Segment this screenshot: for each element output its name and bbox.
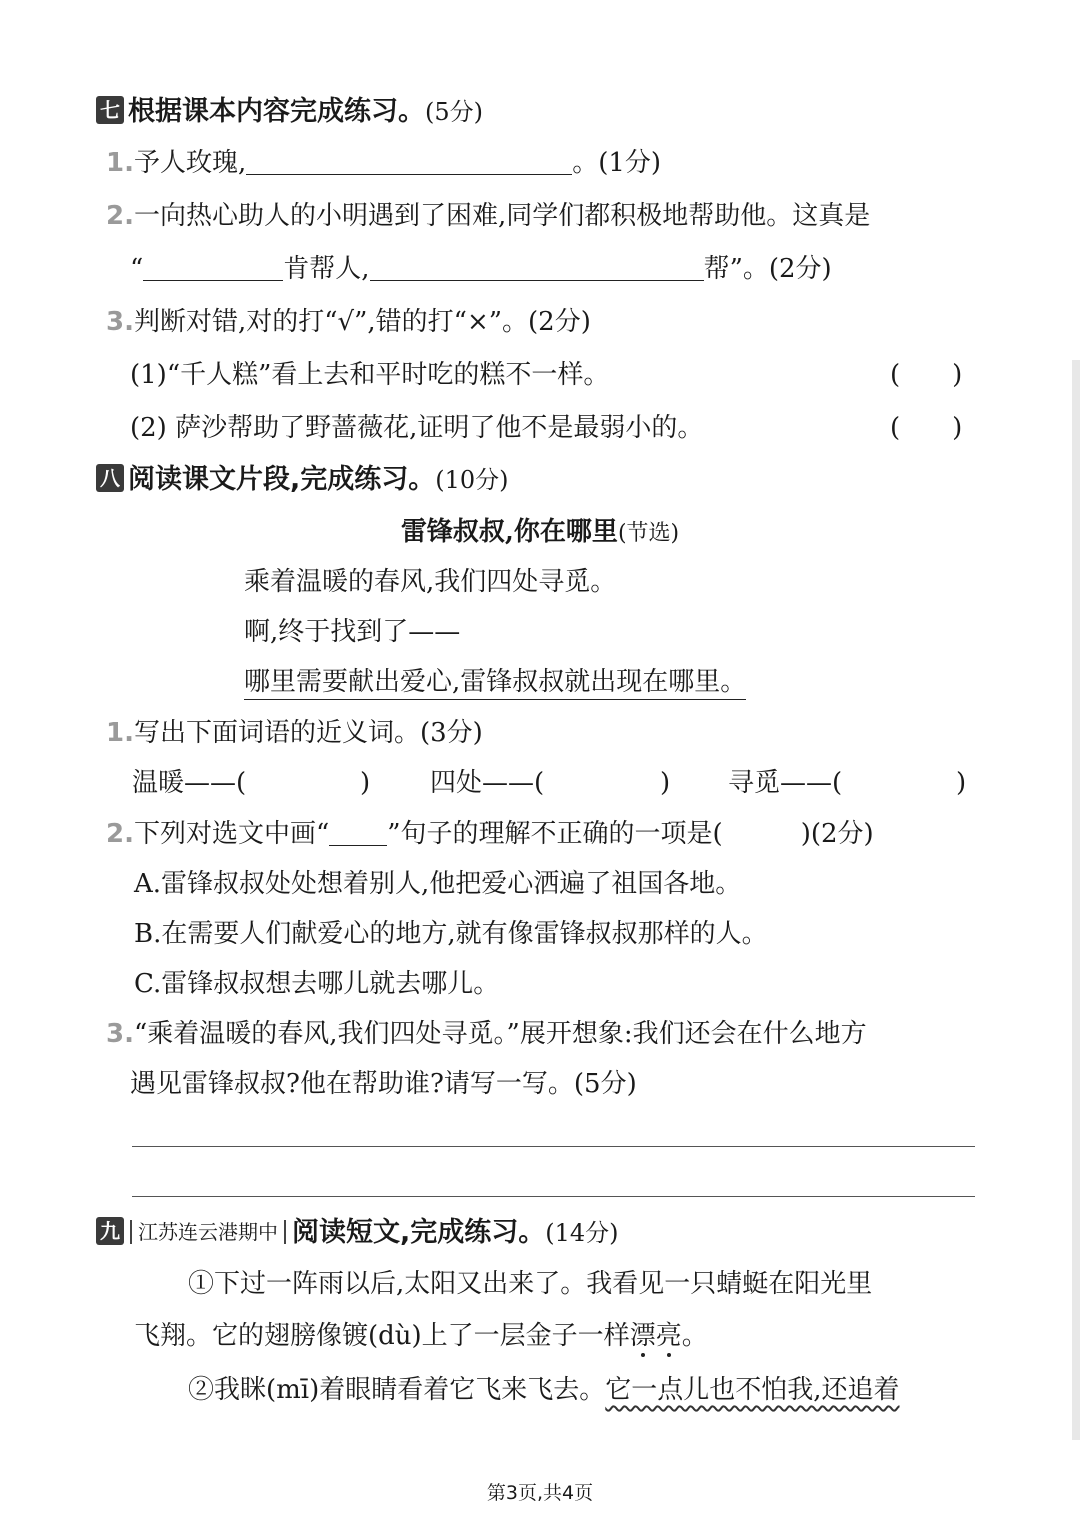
q1-prefix: 予人玫瑰, <box>133 148 247 178</box>
s7-question-1 <box>106 145 661 181</box>
s7-question-2-line2 <box>130 251 832 287</box>
passage-title-text: 雷锋叔叔,你在哪里 <box>400 517 618 547</box>
question-number: 3. <box>106 1019 134 1049</box>
synonym-2-close: ) <box>660 768 671 798</box>
section-7-score: (5分) <box>425 98 483 126</box>
synonym-1: 温暖——( <box>132 768 247 798</box>
synonym-2: 四处——( <box>430 768 545 798</box>
page-number: 第3页,共4页 <box>486 1482 594 1504</box>
p1-end: 。 <box>681 1321 708 1351</box>
q2-end: 帮”。(2分) <box>703 254 832 284</box>
q2-post: ”句子的理解不正确的一项是( )(2分) <box>387 819 874 849</box>
s8-question-2 <box>106 816 874 852</box>
answer-line-2[interactable] <box>132 1196 975 1197</box>
s7-question-2-line1 <box>106 198 870 234</box>
wavy-underlined-sentence: 它一点儿也不怕我,还追着 <box>605 1375 900 1405</box>
question-number: 2. <box>106 201 134 231</box>
s8-question-1 <box>106 715 483 751</box>
open-quote: “ <box>130 254 144 284</box>
section-7-badge: 七 <box>96 96 124 124</box>
synonym-1-close: ) <box>360 768 371 798</box>
passage-line-3 <box>244 664 746 700</box>
synonym-3: 寻觅——( <box>728 768 843 798</box>
question-number: 1. <box>106 718 134 748</box>
answer-blank[interactable] <box>143 254 283 281</box>
option-a[interactable]: A.雷锋叔叔处处想着别人,他把爱心洒遍了祖国各地。 <box>134 869 742 899</box>
section-8-heading <box>96 462 509 498</box>
question-number: 2. <box>106 819 134 849</box>
s8-question-3-line2: 遇见雷锋叔叔?他在帮助谁?请写一写。(5分) <box>130 1069 637 1099</box>
section-8-badge: 八 <box>96 464 124 492</box>
dotted-char: 漂 <box>629 1321 656 1351</box>
option-b[interactable]: B.在需要人们献爱心的地方,就有像雷锋叔叔那样的人。 <box>134 919 768 949</box>
q1-text: 写出下面词语的近义词。(3分) <box>133 718 483 748</box>
section-7-title: 根据课本内容完成练习。 <box>128 96 425 127</box>
q2-mid: 肯帮人, <box>283 254 370 284</box>
source-tag: 江苏连云港期中 <box>130 1220 286 1244</box>
passage-title <box>0 514 1080 552</box>
p1-text: 飞翔。它的翅膀像镀(dù)上了一层金子一样 <box>134 1321 630 1351</box>
p2-text: ②我眯(mī)着眼睛看着它飞来飞去。 <box>188 1375 606 1405</box>
judge-item-2: (2) 萨沙帮助了野蔷薇花,证明了他不是最弱小的。 <box>130 413 704 443</box>
answer-line-1[interactable] <box>132 1146 975 1147</box>
question-number: 1. <box>106 148 134 178</box>
section-9-title: 阅读短文,完成练习。 <box>292 1217 546 1248</box>
s8-question-3-line1 <box>106 1016 867 1052</box>
section-9-badge: 九 <box>96 1217 124 1245</box>
judge-answer-2[interactable]: ( ) <box>890 413 963 443</box>
section-8-score: (10分) <box>435 466 509 494</box>
article-p1-line1: ①下过一阵雨以后,太阳又出来了。我看见一只蜻蜓在阳光里 <box>188 1269 873 1299</box>
q2-pre: 下列对选文中画“ <box>133 819 330 849</box>
synonym-3-close: ) <box>956 768 967 798</box>
passage-line-2: 啊,终于找到了—— <box>244 617 461 647</box>
question-number: 3. <box>106 307 134 337</box>
passage-line-1: 乘着温暖的春风,我们四处寻觅。 <box>244 567 617 597</box>
answer-blank[interactable] <box>246 148 572 175</box>
section-9-score: (14分) <box>545 1219 619 1247</box>
article-p1-line2 <box>134 1318 708 1354</box>
underline-sample <box>329 825 387 846</box>
q1-suffix: 。(1分) <box>572 148 662 178</box>
q2-text: 一向热心助人的小明遇到了困难,同学们都积极地帮助他。这真是 <box>133 201 871 231</box>
answer-blank[interactable] <box>370 254 704 281</box>
q3-text-1: “乘着温暖的春风,我们四处寻觅。”展开想象:我们还会在什么地方 <box>133 1019 867 1049</box>
judge-answer-1[interactable]: ( ) <box>890 360 963 390</box>
passage-subtitle: (节选) <box>617 521 680 546</box>
s7-question-3 <box>106 304 591 340</box>
option-c[interactable]: C.雷锋叔叔想去哪儿就去哪儿。 <box>134 969 500 999</box>
section-7-heading <box>96 94 483 130</box>
q3-text: 判断对错,对的打“√”,错的打“×”。(2分) <box>133 307 591 337</box>
article-p2-line1 <box>188 1372 900 1408</box>
judge-item-1: (1)“千人糕”看上去和平时吃的糕不一样。 <box>130 360 610 390</box>
dotted-char: 亮 <box>655 1321 682 1351</box>
underlined-sentence: 哪里需要献出爱心,雷锋叔叔就出现在哪里。 <box>244 667 746 700</box>
section-8-title: 阅读课文片段,完成练习。 <box>128 464 436 495</box>
section-9-heading <box>96 1215 619 1251</box>
